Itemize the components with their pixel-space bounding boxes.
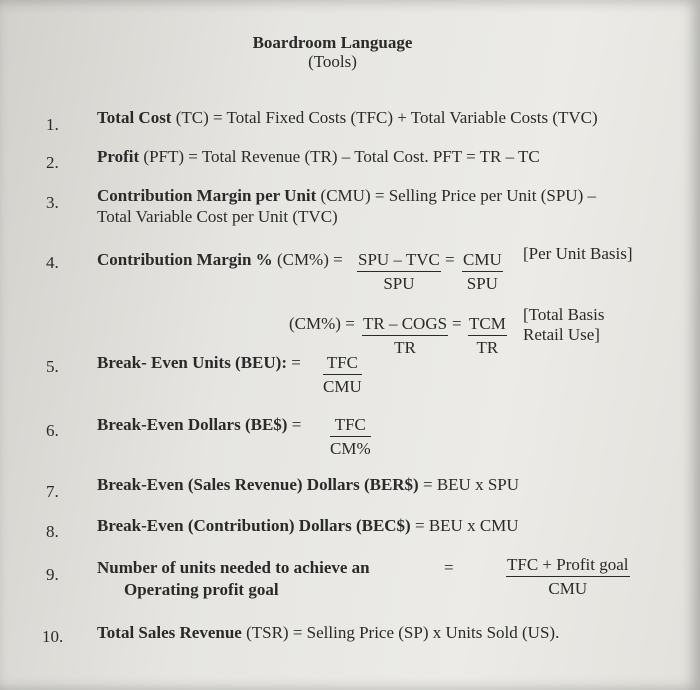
item-number: 4. [46, 253, 59, 272]
fraction-cmu-spu: CMU SPU [463, 250, 502, 293]
formula-text: = BEU x CMU [410, 516, 519, 535]
document-subtitle: (Tools) [308, 52, 357, 71]
formula-cm-alt-label: (CM%) = [289, 314, 355, 333]
formula-beu [97, 353, 301, 373]
fraction-spu-tvc: SPU – TVC SPU [358, 250, 440, 293]
term-label: Break-Even (Sales Revenue) Dollars (BER$) [97, 475, 419, 494]
item-number: 6. [46, 421, 59, 440]
note-per-unit: [Per Unit Basis] [523, 244, 633, 263]
equals-sign: = [452, 314, 462, 333]
equals-sign: = [445, 250, 455, 269]
formula-cmu-line2: Total Variable Cost per Unit (TVC) [97, 207, 338, 226]
term-label: Total Sales Revenue [97, 623, 242, 642]
document-title: Boardroom Language [252, 33, 413, 52]
item-number: 1. [46, 115, 59, 134]
term-label: Contribution Margin % [97, 250, 273, 269]
equals-sign: = [444, 558, 454, 577]
term-label: Total Cost [97, 108, 172, 127]
formula-cm-percent [97, 250, 343, 270]
item-number: 2. [46, 153, 59, 172]
item-number: 10. [42, 627, 64, 646]
fraction-tfc-profit-goal: TFC + Profit goal CMU [507, 555, 629, 598]
formula-text: (TC) = Total Fixed Costs (TFC) + Total Variable Costs (TVC) [171, 108, 598, 127]
term-label: Break-Even Dollars (BE$) [97, 415, 288, 434]
item-number: 3. [46, 193, 59, 212]
note-total-basis-line1: [Total Basis [523, 305, 605, 324]
item-number: 8. [46, 522, 59, 541]
fraction-tfc-cm-percent: TFC CM% [330, 415, 371, 458]
fraction-tfc-cmu: TFC CMU [323, 353, 362, 396]
formula-be-dollars [97, 415, 301, 435]
note-total-basis-line2: Retail Use] [523, 325, 600, 344]
formula-units-goal: Number of units needed to achieve an [97, 558, 370, 577]
term-label: Profit [97, 147, 140, 166]
formula-text: (CM%) = [272, 250, 343, 269]
term-label: Contribution Margin per Unit [97, 186, 317, 205]
formula-total-sales-revenue [97, 623, 559, 643]
formula-text: = [287, 353, 301, 372]
item-number: 5. [46, 357, 59, 376]
fraction-tr-cogs: TR – COGS TR [363, 314, 448, 357]
term-label: Break-Even (Contribution) Dollars (BEC$) [97, 516, 411, 535]
fraction-tcm-tr: TCM TR [469, 314, 506, 357]
formula-text: = [287, 415, 302, 434]
term-label: Break- Even Units (BEU): [97, 353, 287, 372]
formula-text: (TSR) = Selling Price (SP) x Units Sold (US). [241, 623, 560, 642]
formula-text: (CMU) = Selling Price per Unit (SPU) – [316, 186, 596, 205]
item-number: 7. [46, 482, 59, 501]
formula-profit [97, 147, 540, 167]
item-number: 9. [46, 565, 59, 584]
formula-cmu [97, 186, 596, 206]
formula-ber-dollars [97, 475, 519, 495]
formula-units-goal-line2: Operating profit goal [124, 580, 279, 599]
formula-total-cost [97, 108, 598, 128]
formula-text: (PFT) = Total Revenue (TR) – Total Cost. PFT = TR – TC [139, 147, 540, 166]
formula-text: = BEU x SPU [418, 475, 520, 494]
formula-bec-dollars [97, 516, 519, 536]
